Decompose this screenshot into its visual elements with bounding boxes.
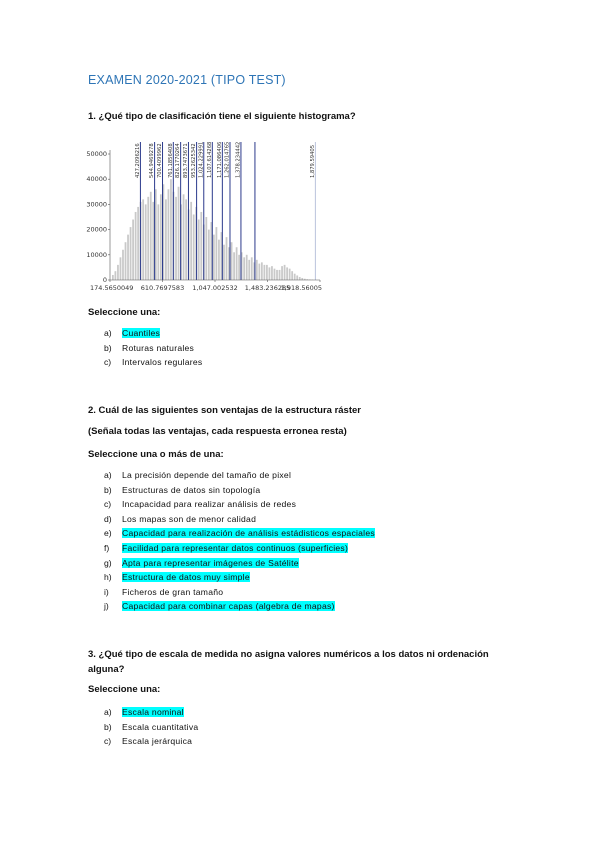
- histogram-bar: [155, 189, 157, 280]
- option-letter: a): [104, 470, 112, 480]
- histogram-bar: [165, 199, 167, 280]
- option-text-highlighted: Cuantiles: [122, 328, 161, 338]
- histogram-bar: [185, 199, 187, 280]
- q2-option: [104, 512, 375, 527]
- break-label: 1,171.086406: [216, 141, 223, 178]
- histogram-bar: [147, 197, 149, 280]
- document-title: EXAMEN 2020-2021 (TIPO TEST): [88, 73, 286, 87]
- histogram-bar: [264, 265, 266, 280]
- q1-option: [104, 341, 202, 356]
- break-label: 700.4099962: [157, 143, 164, 178]
- q2-option: [104, 497, 375, 512]
- histogram-bar: [301, 278, 303, 280]
- break-label: 893.7473671: [182, 143, 189, 178]
- histogram-bar: [205, 217, 207, 280]
- y-tick-label: 40000: [86, 175, 107, 184]
- question-2-select-label: Seleccione una o más de una:: [88, 449, 224, 460]
- option-text: Roturas naturales: [122, 342, 195, 353]
- histogram-bar: [152, 202, 154, 280]
- q3-option: [104, 705, 198, 720]
- option-text-highlighted: Capacidad para combinar capas (algebra de mapas): [122, 601, 335, 612]
- question-1-text: 1. ¿Qué tipo de clasificación tiene el siguiente histograma?: [88, 111, 356, 122]
- histogram-bar: [127, 235, 129, 280]
- option-text-highlighted: Apta para representar imágenes de Satélite: [122, 557, 299, 568]
- option-letter: e): [104, 528, 112, 539]
- histogram-bar: [246, 255, 248, 280]
- histogram-bar: [243, 257, 245, 280]
- break-label: 1,024.229991: [198, 141, 205, 178]
- histogram-bar: [216, 227, 218, 280]
- q1-option: [104, 326, 202, 341]
- break-label: 1,879.59405: [309, 144, 316, 178]
- question-2-text: 2. Cuál de las siguientes son ventajas de la estructura ráster: [88, 405, 361, 416]
- q2-option: [104, 556, 375, 571]
- histogram-bar: [200, 212, 202, 280]
- histogram-bar: [236, 247, 238, 280]
- histogram-bar: [291, 271, 293, 280]
- histogram-bar: [258, 264, 260, 280]
- option-letter: b): [104, 721, 112, 732]
- option-text: Los mapas son de menor calidad: [122, 513, 257, 524]
- q3-option: [104, 720, 198, 735]
- x-tick-label: 610.7697583: [140, 284, 185, 292]
- option-letter: h): [104, 572, 112, 583]
- histogram-bar: [289, 269, 291, 280]
- histogram-bar: [175, 197, 177, 280]
- y-tick-label: 30000: [86, 200, 107, 209]
- question-3-options: [104, 705, 198, 749]
- option-letter: d): [104, 513, 112, 524]
- histogram-bar: [279, 270, 281, 280]
- histogram-bar: [226, 237, 228, 280]
- option-letter: a): [104, 707, 112, 717]
- histogram-bar: [132, 220, 134, 280]
- q2-option: [104, 599, 375, 614]
- histogram-bar: [299, 277, 301, 280]
- histogram-bar: [296, 275, 298, 280]
- histogram-bar: [150, 192, 152, 280]
- break-label: 953.2625342: [191, 143, 198, 178]
- histogram-break-lines: [135, 142, 316, 280]
- histogram-bar: [135, 212, 137, 280]
- histogram-bar: [120, 257, 122, 280]
- option-text-highlighted: Facilidad para representar datos continuos (superficies): [122, 542, 349, 553]
- question-2-options: [104, 468, 375, 614]
- histogram-bar: [231, 242, 233, 280]
- histogram-bar: [281, 266, 283, 280]
- option-text-highlighted: Estructura de datos muy simple: [122, 572, 250, 583]
- q2-option: [104, 541, 375, 556]
- histogram-bar: [178, 187, 180, 280]
- histogram-bar: [276, 270, 278, 280]
- option-letter: a): [104, 328, 112, 338]
- histogram-bar: [269, 267, 271, 280]
- histogram-bar: [115, 271, 117, 280]
- histogram-chart: [84, 134, 324, 296]
- break-label: 427.2096216: [134, 143, 141, 178]
- histogram-bar: [256, 260, 258, 280]
- histogram-bar: [223, 245, 225, 280]
- break-label: 1,378.234442: [235, 141, 242, 178]
- option-letter: i): [104, 586, 109, 597]
- q2-option: [104, 483, 375, 498]
- histogram-bar: [198, 220, 200, 280]
- x-tick-label: 174.5650049: [90, 284, 134, 292]
- histogram-x-axis: [90, 280, 322, 292]
- break-label: 761.1856408: [167, 143, 174, 178]
- x-tick-label: 1,483.236285: [244, 284, 291, 292]
- histogram-bar: [294, 274, 296, 280]
- y-tick-label: 10000: [86, 250, 107, 259]
- option-letter: c): [104, 499, 112, 510]
- option-letter: c): [104, 736, 112, 747]
- break-label: 1,262.014765: [224, 141, 231, 178]
- histogram-bar: [286, 267, 288, 280]
- histogram-bar: [271, 266, 273, 280]
- x-tick-label: 1,047.002532: [192, 284, 238, 292]
- option-letter: f): [104, 542, 110, 553]
- break-label: 1,107.614268: [206, 141, 213, 178]
- histogram-bar: [112, 275, 114, 280]
- option-text: Escala cuantitativa: [122, 721, 199, 732]
- question-1-options: [104, 326, 202, 370]
- q2-option: [104, 570, 375, 585]
- question-3-text: 3. ¿Qué tipo de escala de medida no asigna valores numéricos a los datos ni ordenación alguna?: [88, 649, 489, 675]
- question-3-select-label: Seleccione una:: [88, 684, 161, 695]
- option-text-highlighted: Capacidad para realización de análisis estádisticos espaciales: [122, 528, 375, 539]
- histogram-bar: [145, 204, 147, 280]
- histogram-bar: [193, 214, 195, 280]
- break-label: 826.1770264: [175, 143, 182, 178]
- histogram-bar: [261, 262, 263, 280]
- option-letter: c): [104, 357, 112, 368]
- histogram-bar: [213, 235, 215, 280]
- histogram-bar: [122, 250, 124, 280]
- y-tick-label: 20000: [86, 225, 107, 234]
- option-letter: j): [104, 601, 109, 612]
- histogram-bar: [266, 265, 268, 280]
- option-text-highlighted: Escala nominal: [122, 707, 184, 717]
- histogram-bar: [218, 240, 220, 280]
- histogram-bar: [157, 204, 159, 280]
- break-label: 544.9469278: [149, 143, 156, 178]
- histogram-bar: [238, 255, 240, 280]
- option-letter: b): [104, 484, 112, 495]
- question-1-select-label: Seleccione una:: [88, 307, 161, 318]
- q2-option: [104, 585, 375, 600]
- q2-option: [104, 526, 375, 541]
- option-text: Escala jerárquica: [122, 736, 193, 747]
- y-tick-label: 50000: [86, 150, 107, 158]
- option-text: La precisión depende del tamaño de pixel: [122, 470, 292, 480]
- histogram-bar: [233, 252, 235, 280]
- option-letter: b): [104, 342, 112, 353]
- histogram-bar: [117, 265, 119, 280]
- y-tick-label: 0: [102, 276, 107, 284]
- option-text: Intervalos regulares: [122, 357, 203, 368]
- q3-option: [104, 734, 198, 749]
- histogram-bar: [248, 260, 250, 280]
- histogram-bar: [190, 202, 192, 280]
- histogram-bar: [130, 227, 132, 280]
- histogram-bar: [274, 269, 276, 280]
- histogram-bar: [125, 242, 127, 280]
- histogram-bar: [160, 194, 162, 280]
- histogram-bar: [284, 265, 286, 280]
- histogram-bar: [208, 230, 210, 280]
- q1-option: [104, 355, 202, 370]
- histogram-bar: [168, 189, 170, 280]
- histogram-bar: [142, 199, 144, 280]
- histogram-y-axis: [86, 150, 110, 284]
- q2-option: [104, 468, 375, 483]
- option-text: Estructuras de datos sin topología: [122, 484, 261, 495]
- histogram-bar: [251, 257, 253, 280]
- option-letter: g): [104, 557, 112, 568]
- histogram-bar: [137, 207, 139, 280]
- option-text: Ficheros de gran tamaño: [122, 586, 224, 597]
- histogram-bar: [183, 194, 185, 280]
- option-text: Incapacidad para realizar análisis de redes: [122, 499, 297, 510]
- histogram-bar: [170, 179, 172, 280]
- x-tick-label: 1,918.56005: [280, 284, 322, 292]
- question-2-note: (Señala todas las ventajas, cada respuesta erronea resta): [88, 426, 347, 437]
